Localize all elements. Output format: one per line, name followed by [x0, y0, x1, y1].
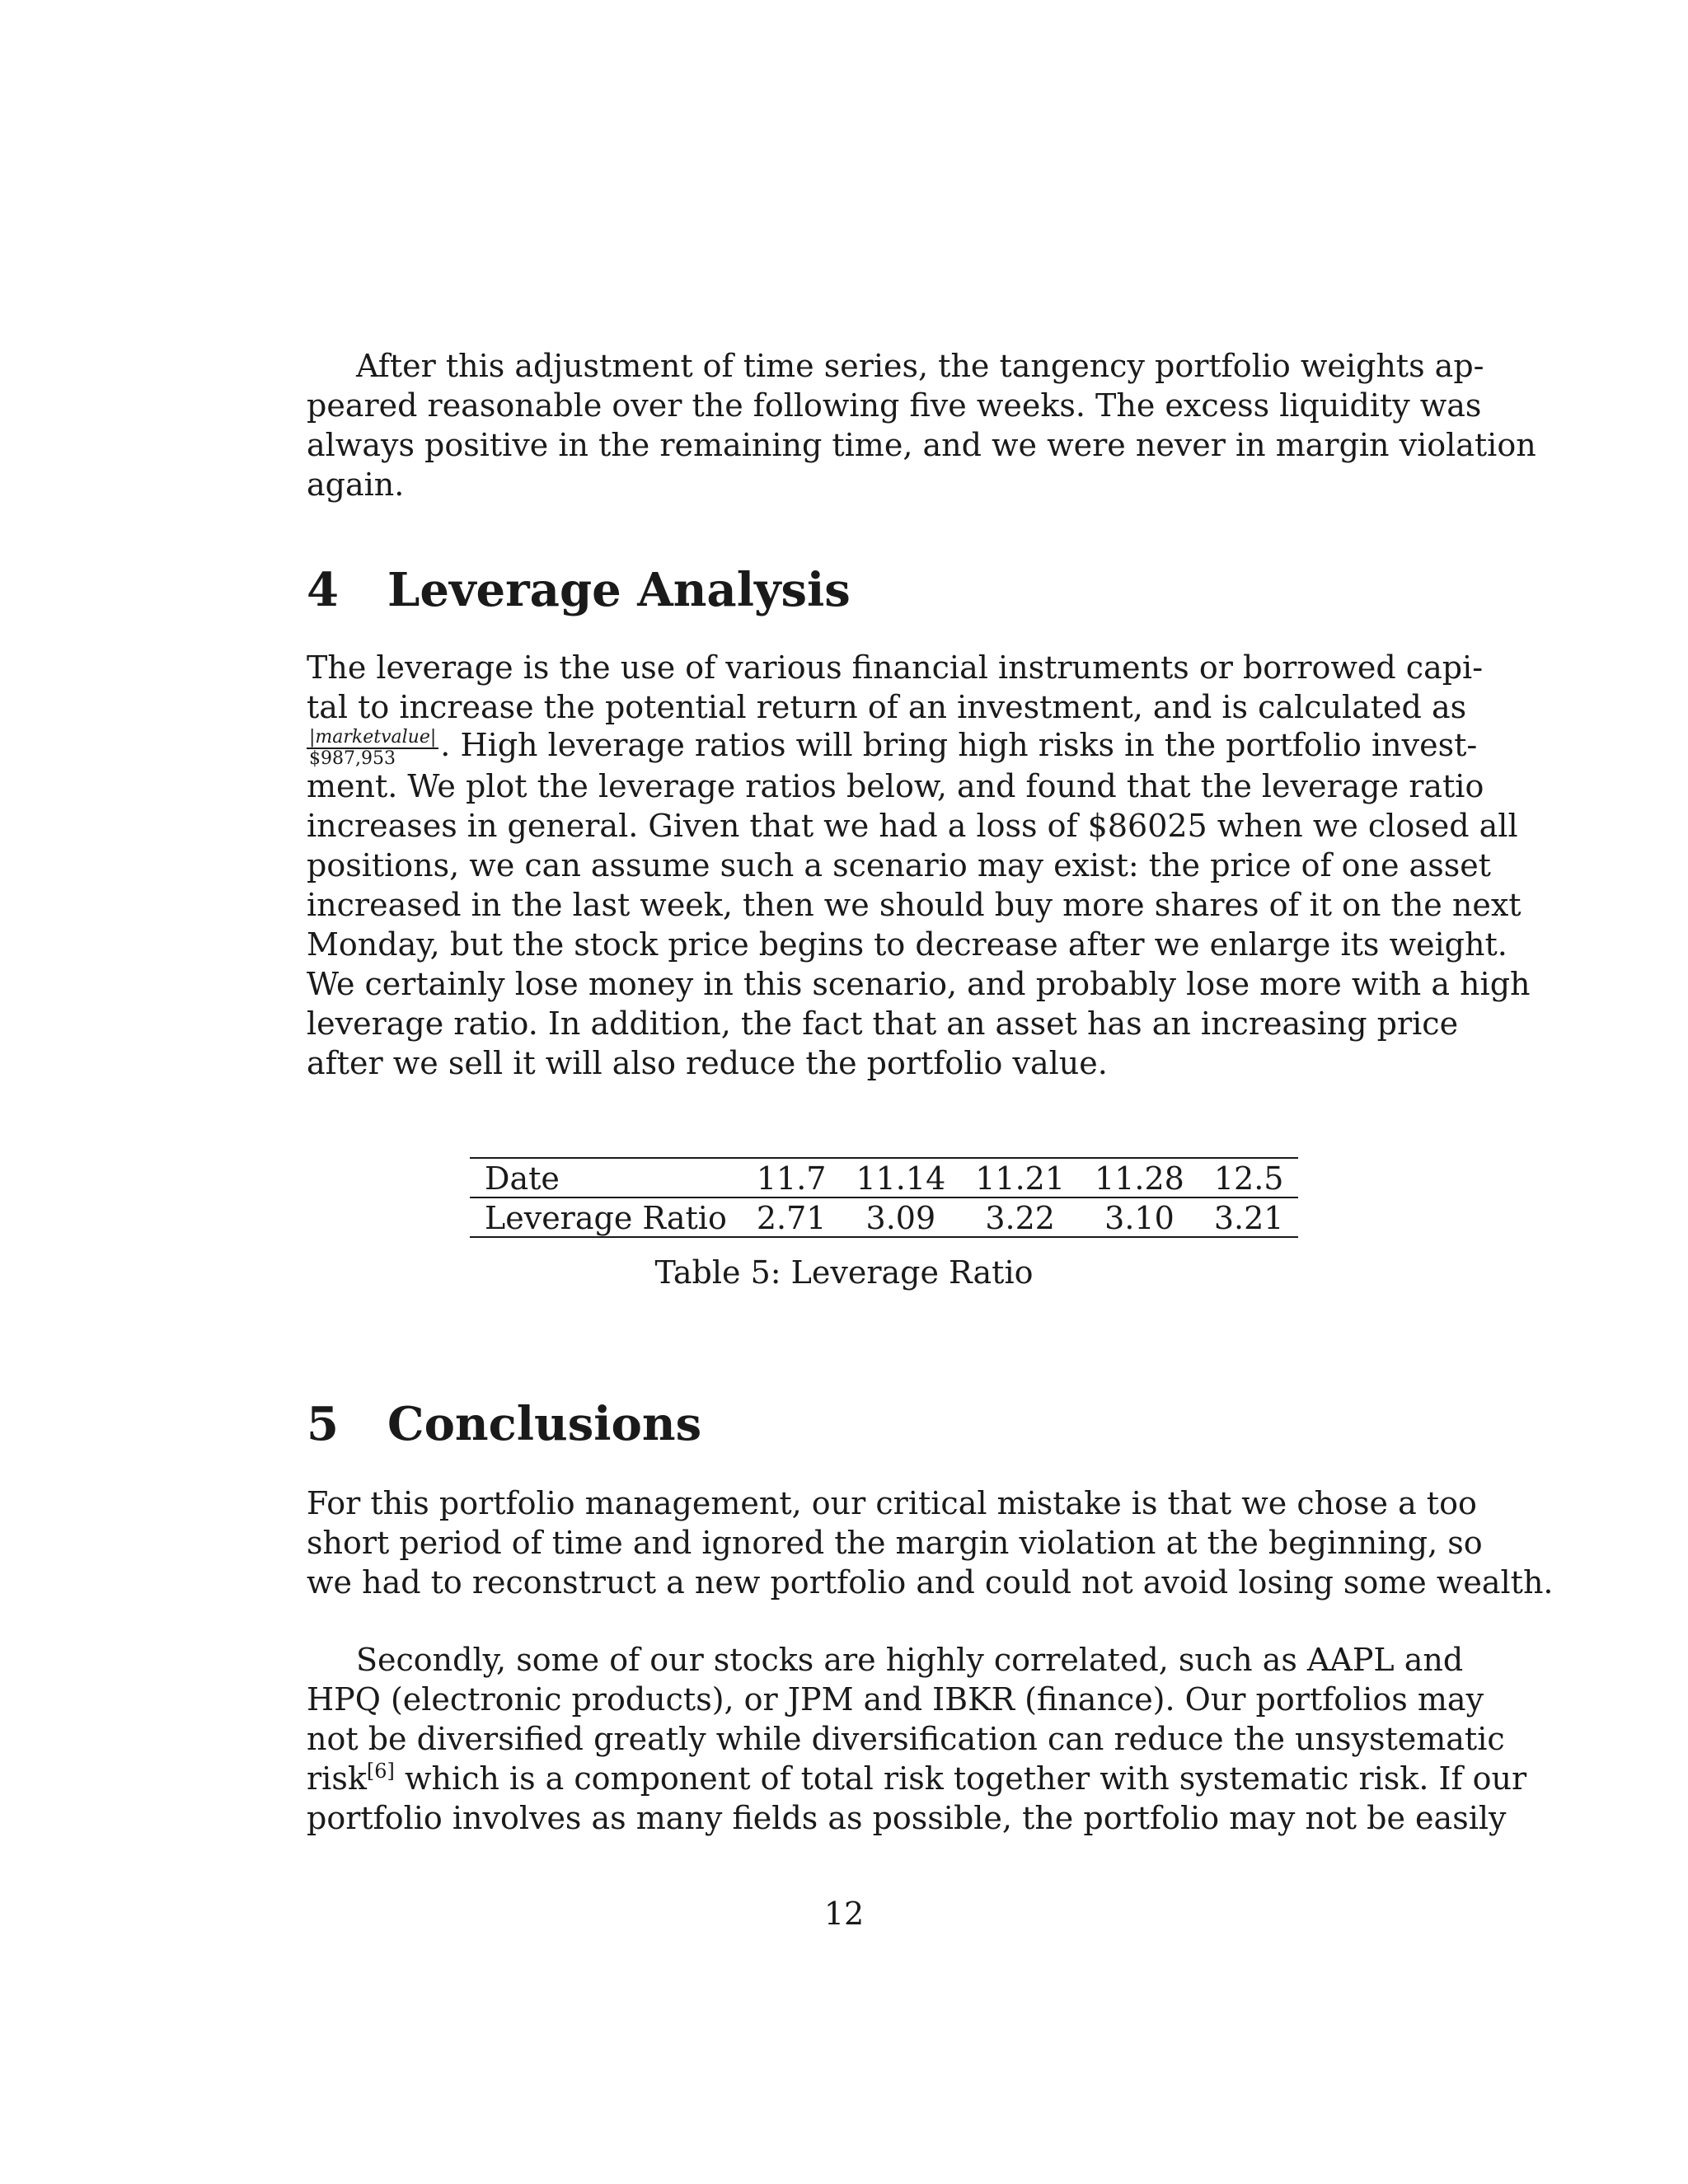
formula-numerator: |marketvalue|: [307, 728, 438, 749]
table-header-row: [470, 1158, 1298, 1197]
table-row: [470, 1197, 1298, 1237]
citation-reference[interactable]: [6]: [366, 1760, 395, 1783]
text-line: increased in the last week, then we should buy more shares of it on the next: [307, 887, 1522, 923]
table-cell: 11.28: [1080, 1158, 1199, 1197]
text-line: For this portfolio management, our critical mistake is that we chose a too: [307, 1485, 1477, 1521]
text-line: After this adjustment of time series, the tangency portfolio weights ap-: [356, 348, 1484, 384]
text-line: portfolio involves as many fields as possible, the portfolio may not be easily: [307, 1800, 1507, 1836]
citation-line-tail: which is a component of total risk together with systematic risk. If our: [394, 1760, 1527, 1797]
text-line: Monday, but the stock price begins to decrease after we enlarge its weight.: [307, 926, 1507, 963]
text-line: tal to increase the potential return of an investment, and is calculated as: [307, 689, 1467, 725]
text-line: The leverage is the use of various financial instruments or borrowed capi-: [307, 649, 1484, 686]
text-line: increases in general. Given that we had a loss of $86025 when we closed all: [307, 808, 1518, 844]
table-cell: 11.21: [960, 1158, 1080, 1197]
text-line: peared reasonable over the following five weeks. The excess liquidity was: [307, 387, 1482, 424]
table-cell: Date: [470, 1158, 742, 1197]
text-line: positions, we can assume such a scenario may exist: the price of one asset: [307, 847, 1491, 883]
formula-line: [307, 725, 1478, 769]
table-cell: 2.71: [742, 1197, 842, 1237]
text-line: ment. We plot the leverage ratios below, and found that the leverage ratio: [307, 768, 1484, 804]
section-heading-leverage-analysis: [307, 564, 851, 616]
table-cell: 3.09: [841, 1197, 960, 1237]
table-cell: 12.5: [1199, 1158, 1299, 1197]
text-line: always positive in the remaining time, and we were never in margin violation: [307, 427, 1536, 463]
section-number: 5: [307, 1397, 339, 1451]
table-cell: 3.10: [1080, 1197, 1199, 1237]
table-cell: 3.22: [960, 1197, 1080, 1237]
section-number: 4: [307, 563, 339, 617]
section-title: Conclusions: [387, 1397, 702, 1451]
text-line: short period of time and ignored the margin violation at the beginning, so: [307, 1525, 1483, 1561]
text-line: again.: [307, 466, 405, 503]
text-line: Secondly, some of our stocks are highly correlated, such as AAPL and: [356, 1642, 1464, 1678]
leverage-formula: [307, 728, 438, 769]
text-line: leverage ratio. In addition, the fact that an asset has an increasing price: [307, 1005, 1459, 1042]
page-number: 12: [823, 1896, 865, 1932]
leverage-ratio-table: [470, 1157, 1298, 1238]
table-cell: 3.21: [1199, 1197, 1299, 1237]
text-line: we had to reconstruct a new portfolio and could not avoid losing some wealth.: [307, 1564, 1554, 1601]
formula-tail-text: . High leverage ratios will bring high risks in the portfolio invest-: [440, 727, 1478, 763]
text-line: We certainly lose money in this scenario, and probably lose more with a high: [307, 966, 1531, 1002]
table-cell: 11.7: [742, 1158, 842, 1197]
citation-line: [307, 1759, 1527, 1798]
table-caption: Table 5: Leverage Ratio: [654, 1254, 1034, 1291]
risk-word: risk: [307, 1760, 367, 1797]
text-line: HPQ (electronic products), or JPM and IBKR (finance). Our portfolios may: [307, 1681, 1484, 1718]
table-cell: 11.14: [841, 1158, 960, 1197]
section-heading-conclusions: [307, 1398, 701, 1451]
section-title: Leverage Analysis: [387, 563, 851, 617]
formula-denominator: $987,953: [309, 748, 396, 769]
text-line: not be diversified greatly while diversification can reduce the unsystematic: [307, 1721, 1505, 1757]
table-cell: Leverage Ratio: [470, 1197, 742, 1237]
text-line: after we sell it will also reduce the portfolio value.: [307, 1045, 1108, 1081]
